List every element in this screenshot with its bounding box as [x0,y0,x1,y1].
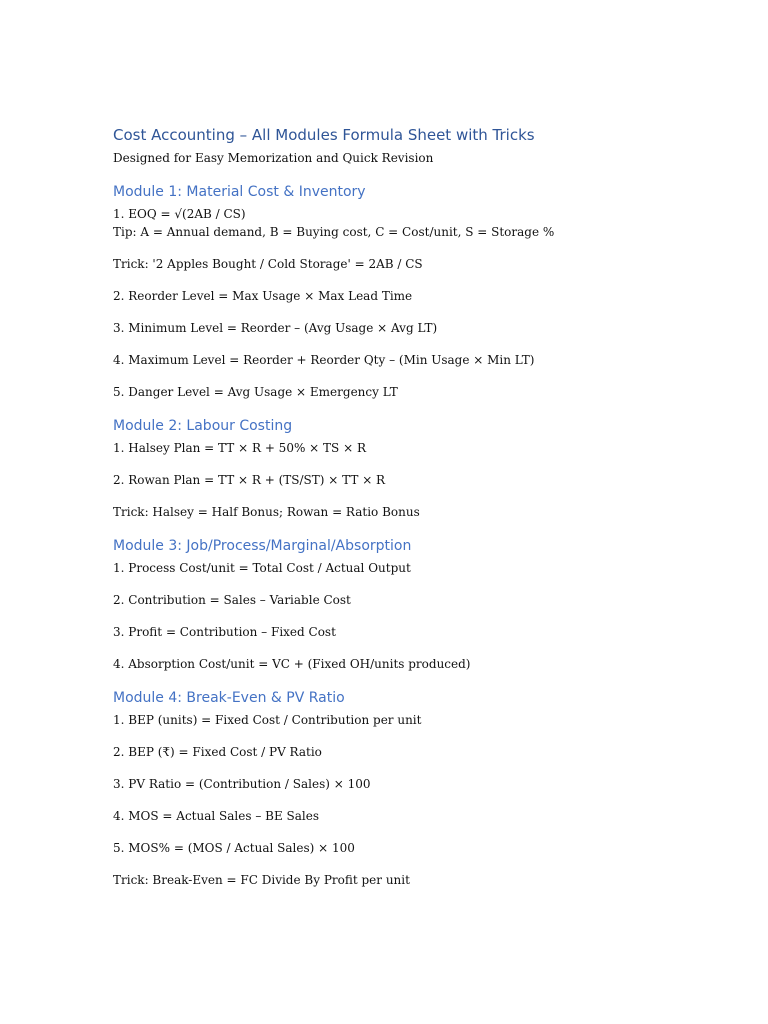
module-2-heading: Module 2: Labour Costing [113,418,293,434]
module-2-line-2: 2. Rowan Plan = TT × R + (TS/ST) × TT × R [113,473,386,487]
module-1-line-5: 3. Minimum Level = Reorder – (Avg Usage × Avg LT) [113,321,438,335]
document-title: Cost Accounting – All Modules Formula Sheet with Tricks [113,126,535,144]
module-3-line-3: 3. Profit = Contribution – Fixed Cost [113,625,336,639]
module-4-line-4: 4. MOS = Actual Sales – BE Sales [113,809,320,823]
module-4-line-5: 5. MOS% = (MOS / Actual Sales) × 100 [113,841,355,855]
module-3-line-1: 1. Process Cost/unit = Total Cost / Actual Output [113,561,411,575]
module-4-line-1: 1. BEP (units) = Fixed Cost / Contribution per unit [113,713,422,727]
module-1-line-2: Tip: A = Annual demand, B = Buying cost, C = Cost/unit, S = Storage % [113,225,555,239]
module-1-line-6: 4. Maximum Level = Reorder + Reorder Qty – (Min Usage × Min LT) [113,353,535,367]
module-2-line-3: Trick: Halsey = Half Bonus; Rowan = Ratio Bonus [113,505,420,519]
module-1-line-3: Trick: '2 Apples Bought / Cold Storage' = 2AB / CS [113,257,423,271]
module-3-line-2: 2. Contribution = Sales – Variable Cost [113,593,351,607]
module-4-line-6: Trick: Break-Even = FC Divide By Profit per unit [113,873,410,887]
module-4-heading: Module 4: Break-Even & PV Ratio [113,690,345,706]
module-4-line-2: 2. BEP (₹) = Fixed Cost / PV Ratio [113,745,322,759]
module-4-line-3: 3. PV Ratio = (Contribution / Sales) × 100 [113,777,371,791]
module-1-line-4: 2. Reorder Level = Max Usage × Max Lead Time [113,289,413,303]
module-1-line-1: 1. EOQ = √(2AB / CS) [113,207,246,221]
module-3-line-4: 4. Absorption Cost/unit = VC + (Fixed OH/units produced) [113,657,471,671]
document-subtitle: Designed for Easy Memorization and Quick Revision [113,151,434,165]
module-2-line-1: 1. Halsey Plan = TT × R + 50% × TS × R [113,441,366,455]
module-1-line-7: 5. Danger Level = Avg Usage × Emergency LT [113,385,398,399]
module-1-heading: Module 1: Material Cost & Inventory [113,184,366,200]
module-3-heading: Module 3: Job/Process/Marginal/Absorption [113,538,412,554]
